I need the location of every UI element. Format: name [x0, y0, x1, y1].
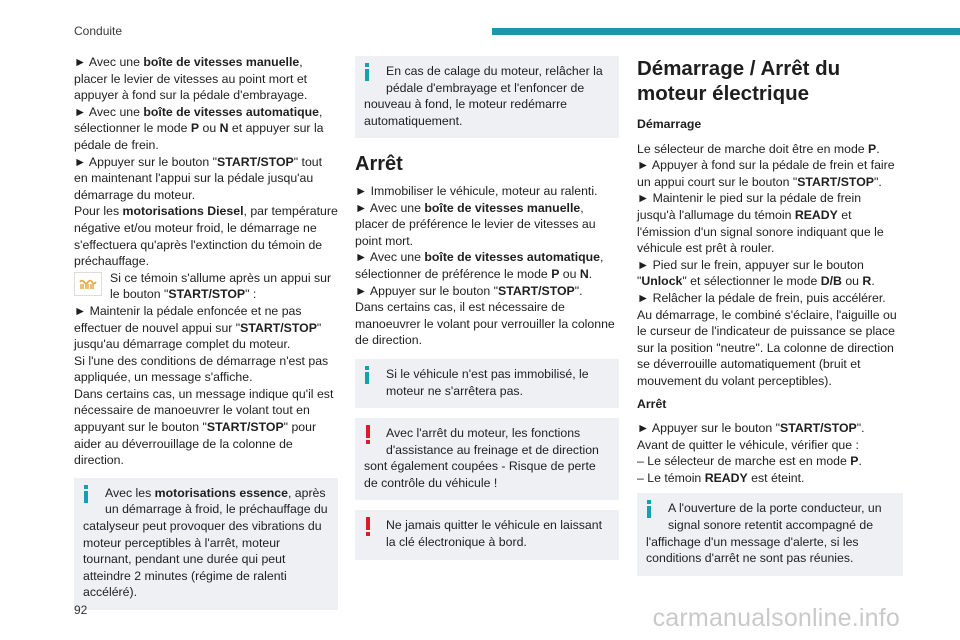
paragraph: Avant de quitter le véhicule, vérifier que :: [637, 437, 859, 452]
paragraph: ► Appuyer sur le bouton "START/STOP".: [355, 283, 583, 298]
page-number: 92: [74, 603, 88, 617]
warning-box: Avec l'arrêt du moteur, les fonctions d'assistance au freinage et de direction sont également coupées - Risque de perte de contrôle du véhicule !: [355, 418, 619, 500]
paragraph: – Le témoin READY est éteint.: [637, 470, 805, 485]
warning-icon: [364, 425, 378, 443]
paragraph: ► Avec une boîte de vitesses manuelle, placer le levier de vitesses au point mort et appuyer à fond sur la pédale d'embrayage.: [74, 55, 308, 103]
paragraph: Si l'une des conditions de démarrage n'est pas appliquée, un message s'affiche.: [74, 353, 329, 385]
paragraph: ► Relâcher la pédale de frein, puis accélérer.: [637, 290, 886, 305]
paragraph: ► Appuyer sur le bouton "START/STOP" tout en maintenant l'appui sur la pédale jusqu'au démarrage du moteur.: [74, 154, 323, 202]
info-icon: [364, 63, 378, 81]
warning-box: Ne jamais quitter le véhicule en laissant la clé électronique à bord.: [355, 510, 619, 559]
paragraph: Dans certains cas, un message indique qu'il est nécessaire de manoeuvrer le volant tout en appuyant sur le bouton "START/STOP" pour aider au déverrouillage de la colonne de direction.: [74, 386, 334, 468]
watermark: carmanualsonline.info: [652, 604, 900, 632]
section-heading: Arrêt: [355, 153, 403, 176]
paragraph: Pour les motorisations Diesel, par température négative et/ou moteur froid, le démarrage ne s'effectuera qu'après l'extinction du témoin de préchauffage.: [74, 204, 338, 269]
paragraph: ► Immobiliser le véhicule, moteur au ralenti.: [355, 183, 598, 198]
preheat-warning-note: Si ce témoin s'allume après un appui sur le bouton "START/STOP" :: [74, 270, 338, 303]
info-icon: [646, 500, 660, 518]
running-header: Conduite: [74, 24, 123, 38]
column-2: [355, 54, 619, 560]
column-3: [637, 54, 903, 576]
info-box: En cas de calage du moteur, relâcher la pédale d'embrayage et l'enfoncer de nouveau à fond, le moteur redémarre automatiquement.: [355, 56, 619, 138]
paragraph: ► Avec une boîte de vitesses automatique, sélectionner le mode P ou N et appuyer sur la pédale de frein.: [74, 104, 324, 152]
subheading: Arrêt: [637, 396, 667, 411]
paragraph: ► Maintenir la pédale enfoncée et ne pas effectuer de nouvel appui sur "START/STOP" jusqu'au démarrage complet du moteur.: [74, 303, 322, 352]
column-1: [74, 54, 338, 610]
warning-icon: [364, 517, 378, 535]
paragraph: ► Appuyer à fond sur la pédale de frein et faire un appui court sur le bouton "START/STOP".: [637, 158, 895, 189]
paragraph: Le sélecteur de marche doit être en mode P.: [637, 141, 880, 156]
preheat-lamp-icon: [74, 272, 102, 296]
paragraph: ► Avec une boîte de vitesses manuelle, placer de préférence le levier de vitesses au point mort.: [355, 200, 596, 248]
info-icon: [83, 485, 97, 503]
info-box: A l'ouverture de la porte conducteur, un signal sonore retentit accompagné de l'affichage d'un message d'alerte, si les conditions d'arrêt ne sont pas réunies.: [637, 493, 903, 575]
paragraph: ► Maintenir le pied sur la pédale de frein jusqu'à l'allumage du témoin READY et l'émission d'un signal sonore indiquant que le véhicule est prêt à rouler.: [637, 191, 884, 256]
paragraph: ► Appuyer sur le bouton "START/STOP".: [637, 421, 865, 436]
info-icon: [364, 366, 378, 384]
paragraph: Dans certains cas, il est nécessaire de manoeuvrer le volant pour verrouiller la colonne de direction.: [355, 300, 615, 348]
info-box: Avec les motorisations essence, après un démarrage à froid, le préchauffage du catalyseur peut provoquer des vibrations du moteur perceptibles à l'arrêt, moteur tournant, pendant une durée qui peut atteindre 2 minutes (régime de ralenti accéléré).: [74, 478, 338, 610]
subheading: Démarrage: [637, 117, 702, 131]
paragraph: ► Pied sur le frein, appuyer sur le bouton "Unlock" et sélectionner le mode D/B ou R.: [637, 257, 875, 289]
paragraph: – Le sélecteur de marche est en mode P.: [637, 454, 862, 469]
paragraph: ► Avec une boîte de vitesses automatique, sélectionner de préférence le mode P ou N.: [355, 250, 604, 281]
info-box: Si le véhicule n'est pas immobilisé, le moteur ne s'arrêtera pas.: [355, 359, 619, 408]
section-heading: Démarrage / Arrêt du moteur électrique: [637, 57, 841, 105]
paragraph: Au démarrage, le combiné s'éclaire, l'aiguille ou le curseur de l'indicateur de puissance se place sur la position "neutre". La colonne de direction se déverrouille automatiquement (bruit et mouvement du volant perceptibles).: [637, 307, 897, 388]
header-accent-bar: [492, 28, 960, 35]
